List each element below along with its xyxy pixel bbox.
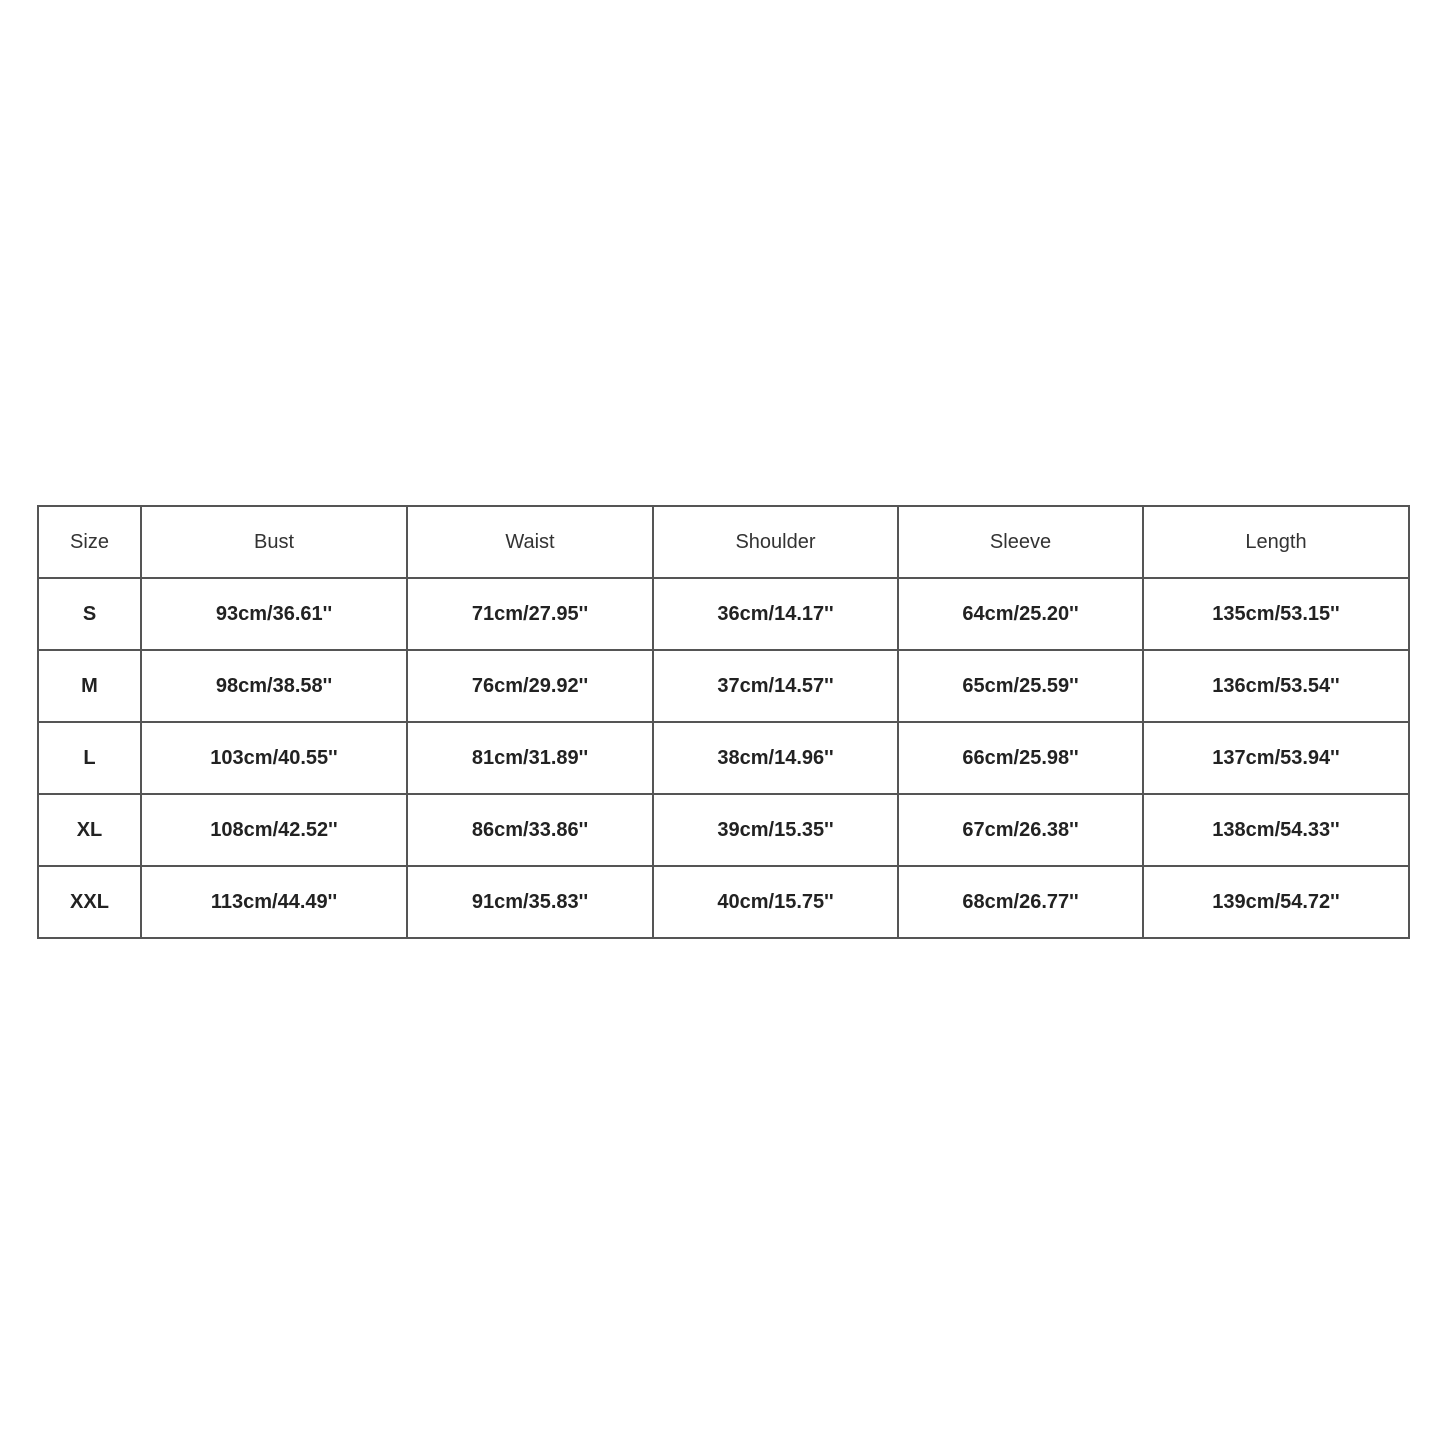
- cell-sleeve: 66cm/25.98'': [898, 722, 1143, 794]
- cell-waist: 71cm/27.95'': [407, 578, 653, 650]
- cell-sleeve: 64cm/25.20'': [898, 578, 1143, 650]
- cell-waist: 91cm/35.83'': [407, 866, 653, 938]
- cell-size: S: [38, 578, 141, 650]
- cell-size: XL: [38, 794, 141, 866]
- cell-shoulder: 38cm/14.96'': [653, 722, 898, 794]
- table-row: [38, 794, 1409, 866]
- cell-size: L: [38, 722, 141, 794]
- cell-sleeve: 67cm/26.38'': [898, 794, 1143, 866]
- header-sleeve: Sleeve: [898, 506, 1143, 578]
- cell-sleeve: 68cm/26.77'': [898, 866, 1143, 938]
- cell-bust: 103cm/40.55'': [141, 722, 407, 794]
- cell-shoulder: 37cm/14.57'': [653, 650, 898, 722]
- table-header-row: [38, 506, 1409, 578]
- cell-shoulder: 40cm/15.75'': [653, 866, 898, 938]
- header-size: Size: [38, 506, 141, 578]
- cell-shoulder: 39cm/15.35'': [653, 794, 898, 866]
- header-length: Length: [1143, 506, 1409, 578]
- cell-sleeve: 65cm/25.59'': [898, 650, 1143, 722]
- cell-length: 136cm/53.54'': [1143, 650, 1409, 722]
- table-row: [38, 866, 1409, 938]
- cell-length: 139cm/54.72'': [1143, 866, 1409, 938]
- size-chart-table: [37, 505, 1410, 939]
- table-row: [38, 722, 1409, 794]
- cell-shoulder: 36cm/14.17'': [653, 578, 898, 650]
- cell-size: M: [38, 650, 141, 722]
- cell-bust: 93cm/36.61'': [141, 578, 407, 650]
- header-waist: Waist: [407, 506, 653, 578]
- table-row: [38, 578, 1409, 650]
- cell-size: XXL: [38, 866, 141, 938]
- header-shoulder: Shoulder: [653, 506, 898, 578]
- cell-length: 135cm/53.15'': [1143, 578, 1409, 650]
- cell-bust: 98cm/38.58'': [141, 650, 407, 722]
- cell-bust: 108cm/42.52'': [141, 794, 407, 866]
- cell-waist: 81cm/31.89'': [407, 722, 653, 794]
- cell-bust: 113cm/44.49'': [141, 866, 407, 938]
- cell-waist: 76cm/29.92'': [407, 650, 653, 722]
- table-row: [38, 650, 1409, 722]
- cell-waist: 86cm/33.86'': [407, 794, 653, 866]
- cell-length: 137cm/53.94'': [1143, 722, 1409, 794]
- header-bust: Bust: [141, 506, 407, 578]
- cell-length: 138cm/54.33'': [1143, 794, 1409, 866]
